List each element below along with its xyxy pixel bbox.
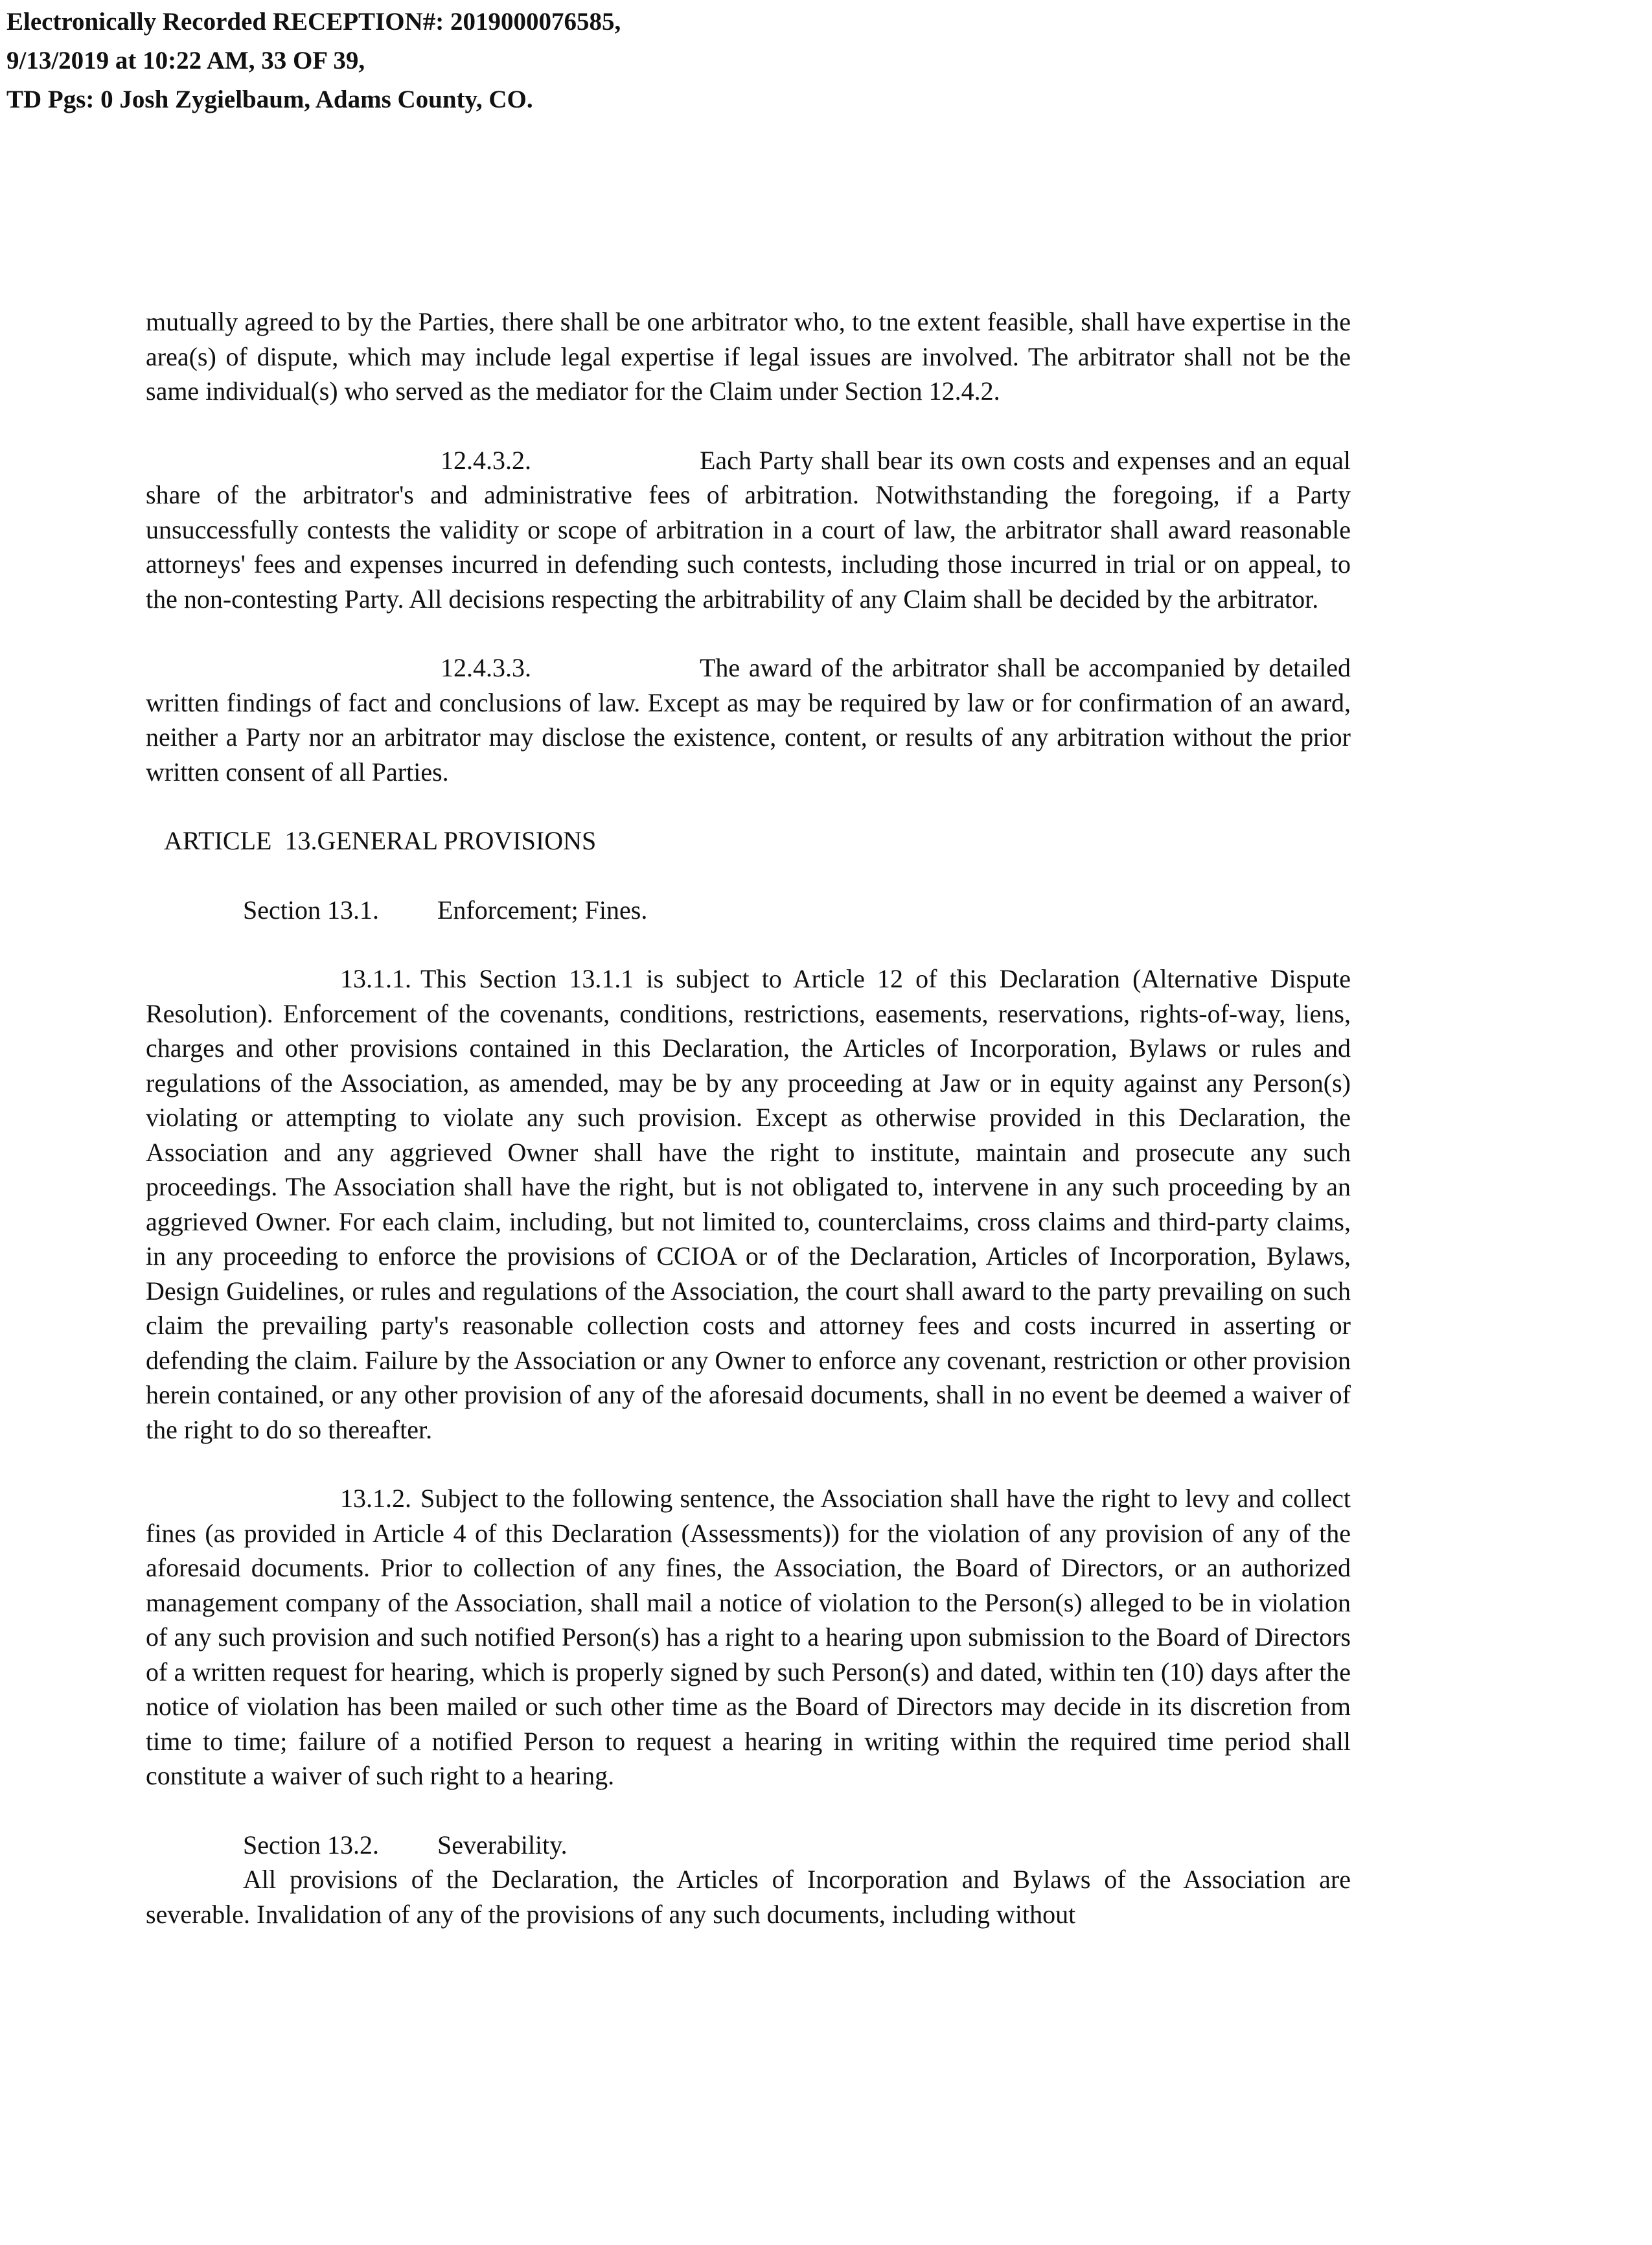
paragraph-arbitrator-continuation: mutually agreed to by the Parties, there shall be one arbitrator who, to tne extent feasible, shall have expertise in the area(s) of dispute, which may include legal expertise if legal issues are involved. The arbitrator shall not be the same individual(s) who served as the mediator for the Claim under Section 12.4.2. — [146, 307, 1351, 406]
document-body — [146, 305, 1351, 1931]
section-number: Section 13.1. — [243, 895, 379, 925]
paragraph-13-1-2 — [146, 1481, 1351, 1793]
section-13-2-heading — [243, 1828, 1351, 1863]
paragraph-number: 12.4.3.2. — [441, 445, 531, 475]
paragraph-number: 13.1.2. — [340, 1484, 411, 1513]
recording-stamp-line-3: TD Pgs: 0 Josh Zygielbaum, Adams County, CO. — [6, 86, 533, 113]
paragraph-text: Subject to the following sentence, the Association shall have the right to levy and collect fines (as provided in Article 4 of this Declaration (Assessments)) for the violation of any provision of any of the aforesaid documents. Prior to collection of any fines, the Association, the Board of Directors, or an authorized management company of the Association, shall mail a notice of violation to the Person(s) alleged to be in violation of any such provision and such notified Person(s) has a right to a hearing upon submission to the Board of Directors of a written request for hearing, which is properly signed by such Person(s) and dated, within ten (10) days after the notice of violation has been mailed or such other time as the Board of Directors may decide in its discretion from time to time; failure of a notified Person to request a hearing in writing within the required time period shall constitute a waiver of such right to a hearing. — [146, 1484, 1351, 1790]
paragraph-13-1-1 — [146, 961, 1351, 1447]
section-title: Enforcement; Fines. — [437, 895, 648, 925]
paragraph-12-4-3-2 — [146, 443, 1351, 617]
paragraph-13-2: All provisions of the Declaration, the Articles of Incorporation and Bylaws of the Association are severable. Invalidation of any of the provisions of any such documents, including without — [146, 1865, 1351, 1929]
section-13-1-heading — [243, 893, 1351, 928]
paragraph-text: This Section 13.1.1 is subject to Article 12 of this Declaration (Alternative Dispute Resolution). Enforcement of the covenants, conditions, restrictions, easements, reservations, rights-of-way, liens, charges and other provisions contained in this Declaration, the Articles of Incorporation, Bylaws or rules and regulations of the Association, as amended, may be by any proceeding at Jaw or in equity against any Person(s) violating or attempting to violate any such provision. Except as otherwise provided in this Declaration, the Association and any aggrieved Owner shall have the right to institute, maintain and prosecute any such proceedings. The Association shall have the right, but is not obligated to, intervene in any such proceeding by an aggrieved Owner. For each claim, including, but not limited to, counterclaims, cross claims and third-party claims, in any proceeding to enforce the provisions of CCIOA or of the Declaration, Articles of Incorporation, Bylaws, Design Guidelines, or rules and regulations of the Association, the court shall award to the party prevailing on such claim the prevailing party's reasonable collection costs and attorney fees and costs incurred in asserting or defending the claim. Failure by the Association or any Owner to enforce any covenant, restriction or other provision herein contained, or any other provision of any of the aforesaid documents, shall in no event be deemed a waiver of the right to do so thereafter. — [146, 964, 1351, 1444]
article-heading: ARTICLE 13.GENERAL PROVISIONS — [164, 826, 597, 855]
paragraph-number: 13.1.1. — [340, 964, 411, 993]
paragraph-number: 12.4.3.3. — [441, 653, 531, 682]
recording-stamp-line-1: Electronically Recorded RECEPTION#: 2019000076585, — [6, 8, 621, 36]
section-title: Severability. — [437, 1830, 568, 1859]
recording-stamp-line-2: 9/13/2019 at 10:22 AM, 33 OF 39, — [6, 47, 365, 75]
paragraph-text: The award of the arbitrator shall be accompanied by detailed written findings of fact and conclusions of law. Except as may be required by law or for confirmation of an award, neither a Party nor an arbitrator may disclose the existence, content, or results of any arbitration without the prior written consent of all Parties. — [146, 653, 1351, 787]
paragraph-12-4-3-3 — [146, 650, 1351, 789]
paragraph-text: Each Party shall bear its own costs and expenses and an equal share of the arbitrator's and administrative fees of arbitration. Notwithstanding the foregoing, if a Party unsuccessfully contests the validity or scope of arbitration in a court of law, the arbitrator shall award reasonable attorneys' fees and expenses incurred in defending such contests, including those incurred in trial or on appeal, to the non-contesting Party. All decisions respecting the arbitrability of any Claim shall be decided by the arbitrator. — [146, 445, 1351, 614]
recording-stamp — [6, 3, 621, 119]
section-number: Section 13.2. — [243, 1830, 379, 1859]
